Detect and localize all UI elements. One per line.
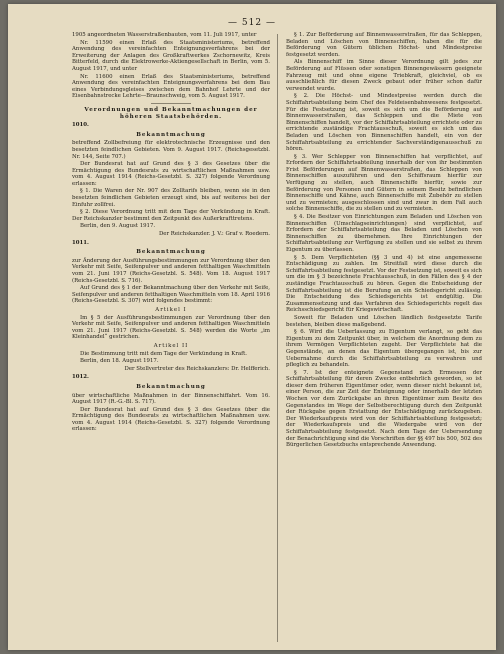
notice-heading: Bekanntmachung — [136, 383, 206, 390]
paragraph: Der Bundesrat hat auf Grund des § 3 des Gesetzes über die Ermächtigung des Bundesrats zu wirtschaftlichen Maßnahmen usw. vom 4. August 1914 (Reichs-Gesetzbl. S. 327) folgende Verordnung erlassen: — [72, 406, 270, 433]
paragraph: § 3. Wer Schlepper von Binnenschiffen hat verpflichtet, auf Erfordern der Schiffahrtsabteilung innerhalb der von ihr bestimmten Frist Beförderungen auf Binnenwasserstraßen, das Schleppen von Binnenschiffen auszuführen und den Schiffsraum hierfür zur Verfügung zu stellen, auch Binnenschiffe hierfür, sowie zur Beförderung von Personen und Gütern in seinem Besitz befindlichen Binnenschiffe und Kähne, auch Binnenschiffe mit Zubehör zu stellen und zu vermieten; ausgeschlossen sind und zwar in dem Fall auch solche Binnenschiffe, die zu stellen und zu vermieten. — [286, 153, 482, 213]
item-number: 1010. — [72, 122, 89, 129]
paragraph: § 2. Die Höchst- und Mindestpreise werden durch die Schiffahrtsabteilung beim Chef des Feldeisenbahnwesens festgesetzt. Für die Festsetzung ist, soweit es sich um die Beförderung auf Binnenwasserstraßen, das Schleppen und die Miete von Binnenschiffen handelt, vor der Schiffahrtsabteilung errichtete oder zu errichtende zuständige Frachtausschuß, soweit es sich um das Beladen und Löschen von Binnenschiffen handelt, ein von der Schiffahrtsabteilung zu errichtender Sachverständigenausschuß zu hören. — [286, 93, 482, 153]
paragraph: § 2. Diese Verordnung tritt mit dem Tage der Verkündung in Kraft. Der Reichskanzler bestimmt den Zeitpunkt des Außerkrafttretens. — [72, 209, 270, 222]
paragraph: Nr. 11590 einen Erlaß des Staatsministeriums, betreffend Anwendung des vereinfachten Enteignungsverfahrens bei der Erweiterung der Anlagen des Großkraftwerkes Zschornewitz, Kreis Bitterfeld, durch die Elektrowerke-Aktiengesellschaft in Berlin, vom 5. August 1917, und unter — [72, 39, 270, 72]
section-heading: Verordnungen und Bekanntmachungen der höheren Staatsbehörden. — [84, 106, 258, 120]
paragraph: Im § 5 der Ausführungsbestimmungen zur Verordnung über den Verkehr mit Seife, Seifenpulver und anderen fetthaltigen Waschmitteln vom 21. Juni 1917 (Reichs-Gesetzbl. S. 548) werden die Worte „im Kleinhandel“ gestrichen. — [72, 314, 270, 341]
date-line: Berlin, den 9. August 1917. — [80, 223, 156, 230]
paragraph: Soweit für Beladen und Löschen ländlich festgesetzte Tarife bestehen, bleiben diese maßgebend. — [286, 314, 482, 328]
document-page — [8, 4, 496, 650]
paragraph: Die Bestimmung tritt mit dem Tage der Verkündung in Kraft. — [80, 350, 247, 357]
notice-title: betreffend Zollbefreiung für elektrotechnische Erzeugnisse und den besetzten feindlichen Gebieten. Vom 9. August 1917. (Reichsgesetzbl. Nr. 144, Seite 707.) — [72, 140, 270, 160]
article-heading: Artikel I — [155, 306, 187, 313]
page-number: — 512 — — [228, 18, 276, 28]
paragraph: Auf Grund des § 1 der Bekanntmachung über den Verkehr mit Seife, Seifenpulver und anderen fetthaltigen Waschmitteln vom 18. April 1916 (Reichs-Gesetzbl. S. 307) wird folgendes bestimmt: — [72, 285, 270, 305]
paragraph: § 1. Die Waren der Nr. 907 des Zolltarifs bleiben, wenn sie in den besetzten feindlichen Gebieten erzeugt sind, bis auf weiteres bei der Einfuhr zollfrei. — [72, 188, 270, 208]
paragraph: 1905 angeordneten Wasserstraßenbauten, vom 11. Juli 1917, unter — [72, 32, 257, 38]
date-line: Berlin, den 18. August 1917. — [80, 358, 159, 365]
notice-title: über wirtschaftliche Maßnahmen in der Binnenschiffahrt. Vom 16. August 1917 (R.-G.-Bl. S. 717). — [72, 392, 270, 406]
column-divider — [277, 34, 278, 642]
signature-line: Der Reichskanzler. J. V.: Graf v. Roedern. — [158, 231, 270, 238]
paragraph: Nr. 11600 einen Erlaß des Staatsministeriums, betreffend Anwendung des vereinfachten Enteignungsverfahrens bei dem Bau eines Verbindungsgleises zwischen dem Bahnhof Lehrte und der Eisenbahnstrecke Lehrte—Braunschweig, vom 5. August 1917. — [72, 73, 270, 100]
paragraph: § 6. Wird die Ueberlassung zu Eigentum verlangt, so geht das Eigentum zu dem Zeitpunkt über, in welchem die Anordnung dem zu ihrem Vermögen Verpflichteten zugeht. Der Verpflichtete hat die Gegenstände, an denen das Eigentum übergegangen ist, bis zur Uebernahme durch die Schiffahrtsabteilung zu verwahren und pfleglich zu behandeln. — [286, 329, 482, 369]
paragraph: Der Bundesrat hat auf Grund des § 3 des Gesetzes über die Ermächtigung des Bundesrats zu wirtschaftlichen Maßnahmen usw. vom 4. August 1914 (Reichs-Gesetzbl. S. 327) folgende Verordnung erlassen: — [72, 161, 270, 187]
section-rule — [151, 103, 191, 104]
notice-heading: Bekanntmachung — [136, 131, 206, 138]
right-column — [286, 32, 482, 450]
paragraph: § 7. Ist der enteignete Gegenstand nach Ermessen der Schiffahrtsabteilung für deren Zwecke entbehrlich geworden, so ist dieser dem früheren Eigentümer oder, wenn dieser nicht bekannt ist, einer Person, die zur Zeit der Enteignung oder innerhalb der letzten Wochen vor dem Zurückgabe an ihren Eigentümer zum Besitz des Gegenstandes im Wege der Selbstberechtigung durch den Zeitpunkt der Rückgabe gegen Erstattung der Entschädigung zurückzugeben. Der Wiederkaufspreis wird von der Schiffahrtsabteilung festgesetzt; der Wiederkaufspreis und die Wiedergabe wird von der Schiffahrtsabteilung festgesetzt. Nach dem Tage der Uebersendung der Benachrichtigung sind die Vorschriften der §§ 497 bis 500, 502 des Bürgerlichen Gesetzbuchs entsprechende Anwendung. — [286, 369, 482, 449]
signature-line: Der Stellvertreter des Reichskanzlers: Dr. Helfferich. — [124, 365, 270, 372]
item-number: 1012. — [72, 374, 89, 381]
paragraph: § 5. Dem Verpflichteten (§§ 3 und 4) ist eine angemessene Entschädigung zu zahlen. Im Streitfall wird diese durch die Schiffahrtsabteilung festgesetzt. Vor der Festsetzung ist, soweit es sich um die im § 3 bezeichnete Frachtausschuß, in den Fällen des § 4 der zuständige Frachtausschuß zu hören. Gegen die Entscheidung der Schiffahrtsabteilung ist die Berufung an ein Schiedsgericht zulässig. Die Entscheidung des Schiedsgerichts ist endgültig. Die Zusammensetzung und das Verfahren des Schiedsgerichts regelt das Reichsschiedsgericht für Kriegswirtschaft. — [286, 254, 482, 314]
paragraph: Als Binnenschiff im Sinne dieser Verordnung gilt jedes zur Beförderung auf Flüssen oder sonstigen Binnengewässern geeignete Fahrzeug mit und ohne eigene Triebkraft, gleichviel, ob es ausschließlich für diesen Zweck gebaut oder früher schon dafür verwendet wurde. — [286, 59, 482, 92]
article-heading: Artikel II — [153, 342, 189, 349]
paragraph: § 1. Zur Beförderung auf Binnenwasserstraßen, für das Schleppen, Beladen und Löschen von Binnenschiffen, haben die für die Beförderung von Gütern üblichen Höchst- und Mindestpreise festgesetzt werden. — [286, 32, 482, 58]
left-column — [72, 32, 270, 434]
notice-heading: Bekanntmachung — [136, 249, 206, 256]
paragraph: § 4. Die Besitzer von Einrichtungen zum Beladen und Löschen von Binnenschiffen (Umschlagseinrichtungen) sind verpflichtet, auf Erfordern der Schiffahrtsabteilung das Beladen und Löschen von Binnenschiffen zu übernehmen. Ihre Einrichtungen der Schiffahrtsabteilung zur Verfügung zu stellen und sie selbst zu ihrem Eigentum zu überlassen. — [286, 214, 482, 253]
notice-title: zur Änderung der Ausführungsbestimmungen zur Verordnung über den Verkehr mit Seife, Seifenpulver und anderen fetthaltigen Waschmitteln vom 21. Juni 1917 (Reichs-Gesetzbl. S. 548). Vom 18. August 1917 (Reichs-Gesetzbl. S. 716). — [72, 257, 270, 284]
item-number: 1011. — [72, 239, 89, 246]
